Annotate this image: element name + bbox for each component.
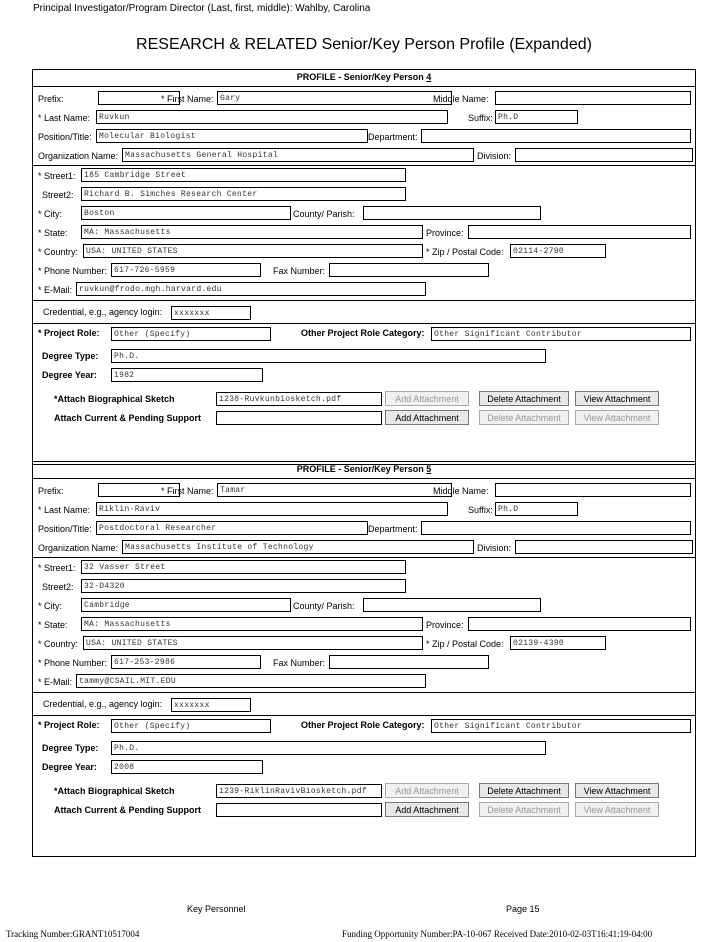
street2-label: Street2: (42, 190, 74, 200)
province-label: Province: (426, 228, 464, 238)
profile-number: 5 (426, 464, 432, 474)
county-label: County/ Parish: (293, 601, 355, 611)
suffix-label: Suffix: (468, 113, 493, 123)
state-field[interactable]: MA: Massachusetts (81, 225, 423, 239)
footer-section-name: Key Personnel (187, 904, 246, 914)
profile-number: 4 (426, 72, 432, 82)
support-view-attachment-button[interactable]: View Attachment (575, 410, 659, 425)
bio-delete-attachment-button[interactable]: Delete Attachment (479, 391, 569, 406)
county-field[interactable] (363, 206, 541, 220)
country-field[interactable]: USA: UNITED STATES (83, 244, 423, 258)
credential-field[interactable]: xxxxxxx (171, 698, 251, 712)
city-label: * City: (38, 209, 63, 219)
profile-header (33, 70, 695, 87)
street2-label: Street2: (42, 582, 74, 592)
province-field[interactable] (468, 617, 691, 631)
bio-delete-attachment-button[interactable]: Delete Attachment (479, 783, 569, 798)
first-name-label: * First Name: (161, 486, 214, 496)
country-label: * Country: (38, 639, 79, 649)
other-role-category-label: Other Project Role Category: (301, 720, 425, 730)
support-add-attachment-button[interactable]: Add Attachment (385, 410, 469, 425)
zip-field[interactable]: 02139-4390 (510, 636, 606, 650)
fax-label: Fax Number: (273, 266, 326, 276)
suffix-field[interactable]: Ph.D (495, 110, 578, 124)
phone-field[interactable]: 617-726-5959 (111, 263, 261, 277)
zip-label: * Zip / Postal Code: (426, 247, 504, 257)
support-delete-attachment-button[interactable]: Delete Attachment (479, 410, 569, 425)
attach-bio-label: *Attach Biographical Sketch (54, 394, 175, 404)
project-role-field[interactable]: Other (Specify) (111, 327, 271, 341)
pi-header-line: Principal Investigator/Program Director (Last, first, middle): Wahlby, Carolina (33, 3, 371, 14)
profile-header-label: PROFILE - Senior/Key Person (296, 464, 424, 474)
bio-view-attachment-button[interactable]: View Attachment (575, 391, 659, 406)
position-field[interactable]: Molecular Biologist (96, 129, 368, 143)
state-field[interactable]: MA: Massachusetts (81, 617, 423, 631)
last-name-label: * Last Name: (38, 505, 91, 515)
position-field[interactable]: Postdoctoral Researcher (96, 521, 368, 535)
zip-field[interactable]: 02114-2790 (510, 244, 606, 258)
division-label: Division: (477, 543, 512, 553)
city-field[interactable]: Boston (81, 206, 291, 220)
bio-add-attachment-button[interactable]: Add Attachment (385, 783, 469, 798)
project-role-field[interactable]: Other (Specify) (111, 719, 271, 733)
province-field[interactable] (468, 225, 691, 239)
middle-name-field[interactable] (495, 91, 691, 105)
page-title: RESEARCH & RELATED Senior/Key Person Profile (Expanded) (136, 36, 592, 53)
department-field[interactable] (421, 521, 691, 535)
division-label: Division: (477, 151, 512, 161)
credential-label: Credential, e.g., agency login: (43, 699, 163, 709)
department-field[interactable] (421, 129, 691, 143)
suffix-label: Suffix: (468, 505, 493, 515)
country-field[interactable]: USA: UNITED STATES (83, 636, 423, 650)
state-label: * State: (38, 228, 68, 238)
support-file-field[interactable] (216, 411, 382, 425)
support-view-attachment-button[interactable]: View Attachment (575, 802, 659, 817)
degree-year-field[interactable]: 2008 (111, 760, 263, 774)
street2-field[interactable]: 32-D4320 (81, 579, 406, 593)
street1-label: * Street1: (38, 563, 76, 573)
street1-field[interactable]: 32 Vasser Street (81, 560, 406, 574)
person-profile-panel-4 (32, 69, 696, 465)
province-label: Province: (426, 620, 464, 630)
support-add-attachment-button[interactable]: Add Attachment (385, 802, 469, 817)
department-label: Department: (368, 524, 418, 534)
credential-label: Credential, e.g., agency login: (43, 307, 163, 317)
attach-support-label: Attach Current & Pending Support (54, 413, 201, 423)
degree-year-label: Degree Year: (42, 370, 97, 380)
attach-support-label: Attach Current & Pending Support (54, 805, 201, 815)
street1-label: * Street1: (38, 171, 76, 181)
project-role-label: * Project Role: (38, 720, 100, 730)
first-name-field[interactable]: Tamar (217, 483, 452, 497)
footer-page-number: Page 15 (506, 904, 540, 914)
project-role-label: * Project Role: (38, 328, 100, 338)
attach-bio-label: *Attach Biographical Sketch (54, 786, 175, 796)
degree-type-label: Degree Type: (42, 743, 99, 753)
city-label: * City: (38, 601, 63, 611)
funding-opportunity: Funding Opportunity Number:PA-10-067 Received Date:2010-02-03T16:41:19-04:00 (342, 929, 653, 939)
division-field[interactable] (515, 540, 693, 554)
first-name-field[interactable]: Gary (217, 91, 452, 105)
organization-label: Organization Name: (38, 543, 119, 553)
profile-header-label: PROFILE - Senior/Key Person (296, 72, 424, 82)
support-delete-attachment-button[interactable]: Delete Attachment (479, 802, 569, 817)
county-label: County/ Parish: (293, 209, 355, 219)
phone-label: * Phone Number: (38, 658, 108, 668)
last-name-field[interactable]: Riklin-Raviv (96, 502, 448, 516)
degree-year-field[interactable]: 1982 (111, 368, 263, 382)
last-name-label: * Last Name: (38, 113, 91, 123)
email-field[interactable]: ruvkun@frodo.mgh.harvard.edu (76, 282, 426, 296)
email-field[interactable]: tammy@CSAIL.MIT.EDU (76, 674, 426, 688)
first-name-label: * First Name: (161, 94, 214, 104)
country-label: * Country: (38, 247, 79, 257)
position-label: Position/Title: (38, 132, 92, 142)
email-label: * E-Mail: (38, 677, 73, 687)
phone-field[interactable]: 617-253-2986 (111, 655, 261, 669)
degree-type-field[interactable]: Ph.D. (111, 349, 546, 363)
degree-type-label: Degree Type: (42, 351, 99, 361)
street2-field[interactable]: Richard B. Simches Research Center (81, 187, 406, 201)
email-label: * E-Mail: (38, 285, 73, 295)
middle-name-field[interactable] (495, 483, 691, 497)
department-label: Department: (368, 132, 418, 142)
last-name-field[interactable]: Ruvkun (96, 110, 448, 124)
bio-add-attachment-button[interactable]: Add Attachment (385, 391, 469, 406)
fax-field[interactable] (329, 263, 489, 277)
fax-label: Fax Number: (273, 658, 326, 668)
bio-view-attachment-button[interactable]: View Attachment (575, 783, 659, 798)
other-role-category-field[interactable]: Other Significant Contributor (431, 327, 691, 341)
organization-field[interactable]: Massachusetts Institute of Technology (122, 540, 474, 554)
fax-field[interactable] (329, 655, 489, 669)
suffix-field[interactable]: Ph.D (495, 502, 578, 516)
other-role-category-field[interactable]: Other Significant Contributor (431, 719, 691, 733)
tracking-number: Tracking Number:GRANT10517004 (6, 929, 140, 939)
county-field[interactable] (363, 598, 541, 612)
phone-label: * Phone Number: (38, 266, 108, 276)
street1-field[interactable]: 185 Cambridge Street (81, 168, 406, 182)
position-label: Position/Title: (38, 524, 92, 534)
organization-field[interactable]: Massachusetts General Hospital (122, 148, 474, 162)
zip-label: * Zip / Postal Code: (426, 639, 504, 649)
credential-field[interactable]: xxxxxxx (171, 306, 251, 320)
profile-header (33, 462, 695, 479)
state-label: * State: (38, 620, 68, 630)
support-file-field[interactable] (216, 803, 382, 817)
organization-label: Organization Name: (38, 151, 119, 161)
bio-file-field[interactable]: 1238-Ruvkunbiosketch.pdf (216, 392, 382, 406)
division-field[interactable] (515, 148, 693, 162)
degree-type-field[interactable]: Ph.D. (111, 741, 546, 755)
city-field[interactable]: Cambridge (81, 598, 291, 612)
prefix-label: Prefix: (38, 94, 64, 104)
person-profile-panel-5 (32, 461, 696, 857)
prefix-label: Prefix: (38, 486, 64, 496)
middle-name-label: Middle Name: (433, 94, 489, 104)
bio-file-field[interactable]: 1239-RiklinRavivBiosketch.pdf (216, 784, 382, 798)
middle-name-label: Middle Name: (433, 486, 489, 496)
degree-year-label: Degree Year: (42, 762, 97, 772)
other-role-category-label: Other Project Role Category: (301, 328, 425, 338)
